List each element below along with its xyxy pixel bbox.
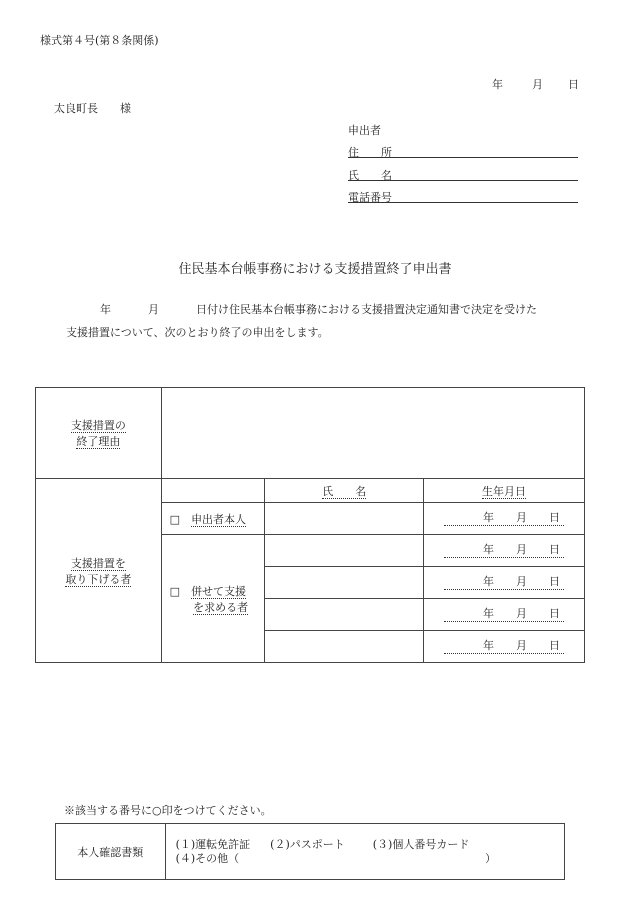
date-month-label: 月 (532, 78, 543, 91)
accompany-name-input-3[interactable] (265, 599, 424, 631)
phone-label: 電話番号 (348, 191, 392, 204)
body-line2: 支援措置について、次のとおり終了の申出をします。 (66, 326, 329, 339)
blank-header-cell (161, 479, 265, 503)
reason-label-cell: 支援措置の 終了理由 (36, 388, 162, 479)
accompany-name-input-4[interactable] (265, 631, 424, 663)
applicant-self-checkbox[interactable]: □ (169, 512, 181, 526)
body-month: 月 (148, 303, 159, 316)
applicant-heading: 申出者 (348, 124, 381, 137)
id-option-license[interactable]: (１)運転免許証 (175, 837, 251, 851)
accompany-birthdate-3[interactable]: 年 月 日 (424, 599, 585, 631)
reason-input[interactable] (161, 388, 584, 479)
applicant-self-name-input[interactable] (265, 503, 424, 535)
phone-field[interactable] (348, 202, 578, 203)
addressee: 太良町長 様 (54, 102, 131, 115)
col-header-name: 氏 名 (265, 479, 424, 503)
accompany-checkbox[interactable]: □ (169, 584, 181, 598)
id-option-passport[interactable]: (２)パスポート (270, 837, 345, 851)
id-table (55, 823, 565, 880)
accompany-birthdate-4[interactable]: 年 月 日 (424, 631, 585, 663)
name-field[interactable] (348, 180, 578, 181)
applicant-self-label: 申出者本人 (191, 512, 247, 526)
applicant-self-cell[interactable] (161, 503, 265, 535)
body-year: 年 (100, 303, 111, 316)
note-text: ※該当する番号に○印をつけてください。 (64, 804, 272, 817)
document-title: 住民基本台帳事務における支援措置終了申出書 (178, 262, 452, 277)
form-number: 様式第４号(第８条関係) (40, 34, 159, 47)
accompany-cell[interactable] (161, 535, 265, 663)
date-day-label: 日 (568, 78, 579, 91)
body-line1: 日付け住民基本台帳事務における支援措置決定通知書で決定を受けた (196, 303, 537, 316)
withdrawer-label-cell: 支援措置を 取り下げる者 (36, 479, 162, 663)
accompany-name-input-1[interactable] (265, 535, 424, 567)
id-table-label: 本人確認書類 (56, 824, 166, 880)
col-header-birthdate: 生年月日 (424, 479, 585, 503)
id-option-mynumber[interactable]: (３)個人番号カード (372, 837, 470, 851)
id-options-cell (165, 824, 564, 880)
accompany-name-input-2[interactable] (265, 567, 424, 599)
id-option-other[interactable]: (４)その他（ (175, 851, 240, 865)
name-label: 氏 名 (348, 169, 392, 182)
address-field[interactable] (348, 157, 578, 158)
date-year-label: 年 (492, 78, 503, 91)
address-label: 住 所 (348, 146, 392, 159)
applicant-self-birthdate[interactable]: 年 月 日 (424, 503, 585, 535)
accompany-label-line2: を求める者 (193, 600, 249, 614)
accompany-label-line1: 併せて支援 (191, 584, 247, 598)
accompany-birthdate-2[interactable]: 年 月 日 (424, 567, 585, 599)
main-table (35, 387, 585, 663)
accompany-birthdate-1[interactable]: 年 月 日 (424, 535, 585, 567)
id-option-other-close: ） (485, 851, 497, 865)
